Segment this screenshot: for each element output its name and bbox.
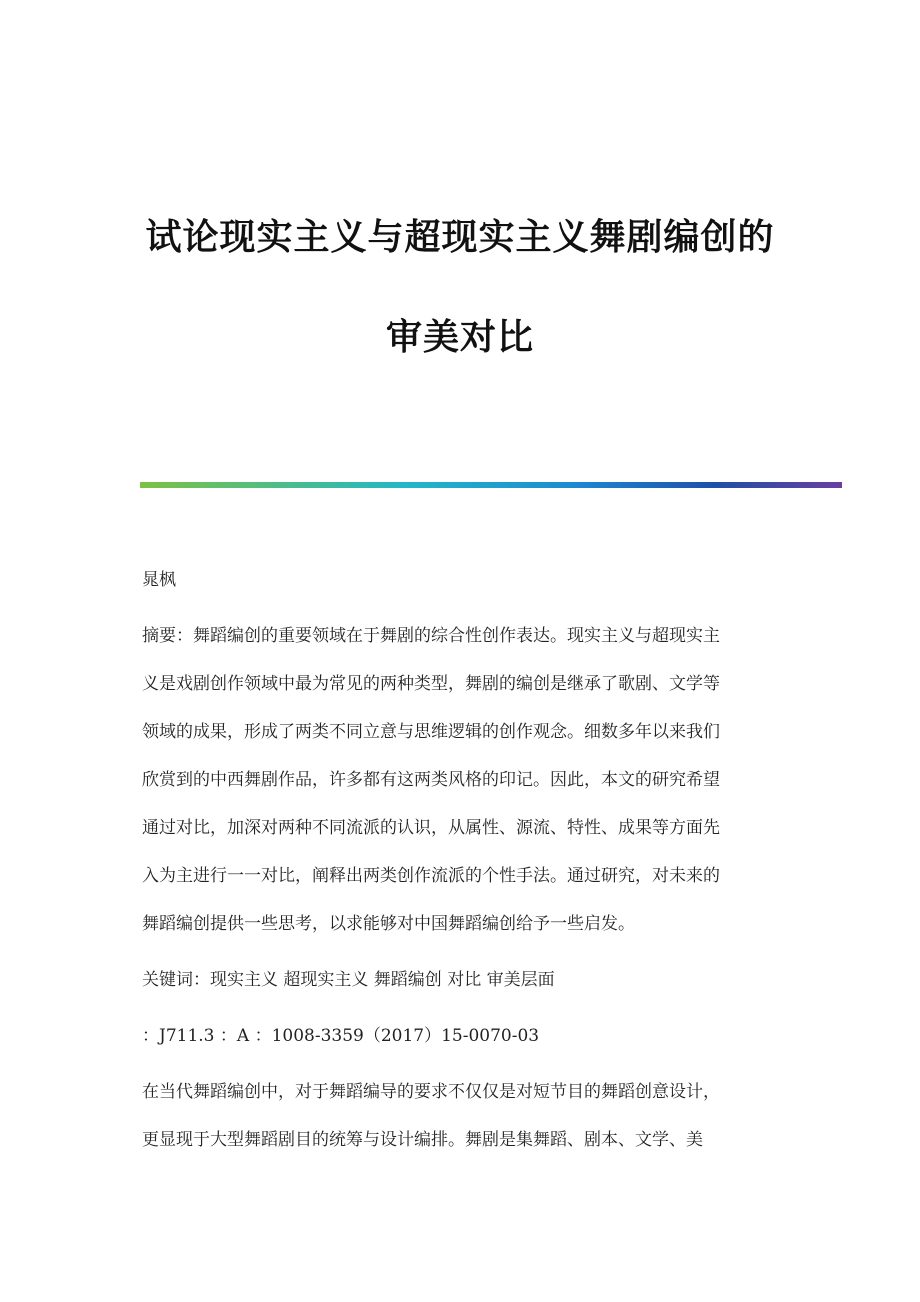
document-title-line-2: 审美对比 (385, 317, 534, 358)
classification-info: ：J711.3 ：A ：1008-3359（2017）15-0070-03 (142, 1026, 540, 1046)
author-name: 晁枫 (142, 570, 176, 590)
body-line: 在当代舞蹈编创中，对于舞蹈编导的要求不仅仅是对短节目的舞蹈创意设计， (142, 1082, 720, 1102)
abstract-line: 欣赏到的中西舞剧作品，许多都有这两类风格的印记。因此，本文的研究希望 (142, 770, 720, 790)
abstract-line: 领域的成果，形成了两类不同立意与思维逻辑的创作观念。细数多年以来我们 (142, 722, 720, 742)
keywords: 关键词：现实主义 超现实主义 舞蹈编创 对比 审美层面 (142, 970, 555, 990)
document-title-line-1: 试论现实主义与超现实主义舞剧编创的 (145, 217, 775, 258)
abstract-line: 舞蹈编创提供一些思考，以求能够对中国舞蹈编创给予一些启发。 (142, 914, 635, 934)
abstract-line: 通过对比，加深对两种不同流派的认识，从属性、源流、特性、成果等方面先 (142, 818, 720, 838)
abstract-line: 义是戏剧创作领域中最为常见的两种类型，舞剧的编创是继承了歌剧、文学等 (142, 674, 720, 694)
abstract-line: 入为主进行一一对比，阐释出两类创作流派的个性手法。通过研究，对未来的 (142, 866, 720, 886)
abstract-line: 摘要：舞蹈编创的重要领域在于舞剧的综合性创作表达。现实主义与超现实主 (142, 626, 720, 646)
title-divider-rule (140, 482, 842, 488)
body-line: 更显现于大型舞蹈剧目的统筹与设计编排。舞剧是集舞蹈、剧本、文学、美 (142, 1130, 703, 1150)
